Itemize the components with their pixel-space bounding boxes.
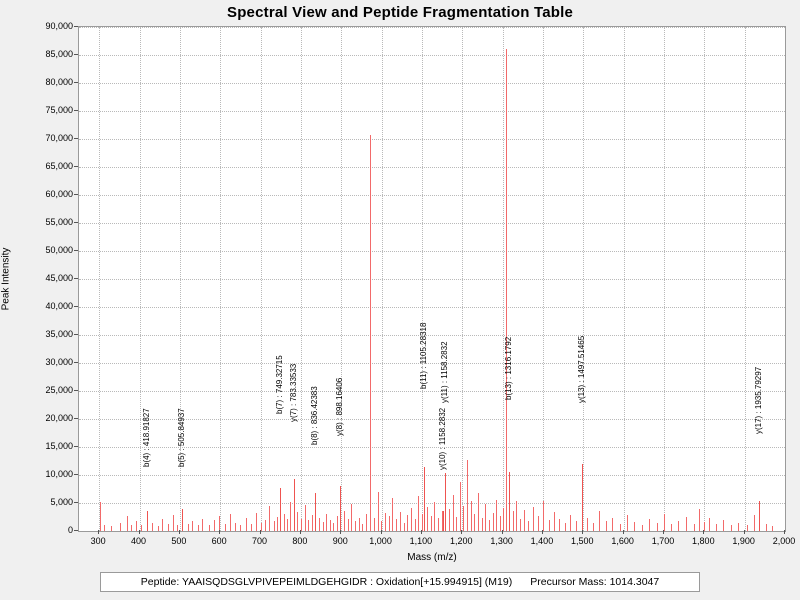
y-tick-mark [74, 362, 78, 363]
spectrum-peak[interactable] [772, 526, 773, 531]
x-tick-mark [340, 530, 341, 534]
spectrum-peak[interactable] [520, 519, 521, 531]
x-tick-label: 700 [252, 536, 268, 546]
spectrum-peak[interactable] [127, 516, 128, 531]
gridline-vertical [220, 27, 222, 531]
spectrum-peak[interactable] [152, 523, 153, 531]
peak-annotation-label: y(11) : 1158.2832 [440, 341, 450, 403]
y-tick-label: 60,000 [45, 189, 73, 199]
spectrum-peak[interactable] [699, 509, 700, 531]
spectrum-peak[interactable] [612, 518, 613, 531]
spectrum-peak[interactable] [277, 517, 278, 531]
spectrum-peak[interactable] [301, 519, 302, 531]
spectrum-peak[interactable] [162, 519, 163, 531]
spectrum-peak[interactable] [627, 515, 628, 531]
annotated-peak[interactable] [759, 501, 760, 531]
annotated-peak[interactable] [280, 488, 281, 531]
gridline-horizontal [79, 391, 785, 393]
spectrum-peak[interactable] [474, 514, 475, 531]
peak-annotation-label: y(7) : 783.33533 [289, 364, 299, 423]
peak-annotation-label: b(5) : 505.84937 [177, 408, 187, 468]
x-tick-mark [623, 530, 624, 534]
spectrum-peak[interactable] [378, 492, 379, 531]
spectrum-peak[interactable] [287, 519, 288, 531]
y-tick-mark [74, 390, 78, 391]
peak-annotation-label: y(10) : 1158.2832 [437, 407, 447, 470]
x-tick-label: 600 [211, 536, 227, 546]
y-tick-mark [74, 26, 78, 27]
annotated-peak[interactable] [424, 467, 425, 531]
spectrum-peak[interactable] [576, 521, 577, 531]
gridline-horizontal [79, 475, 785, 477]
spectrum-peak[interactable] [449, 509, 450, 531]
gridline-vertical [261, 27, 263, 531]
spectrum-peak[interactable] [496, 500, 497, 531]
x-tick-label: 1,600 [611, 536, 634, 546]
spectrum-peak[interactable] [305, 505, 306, 531]
spectrum-peak[interactable] [709, 518, 710, 531]
gridline-vertical [543, 27, 545, 531]
spectrum-peak[interactable] [330, 520, 331, 531]
y-tick-mark [74, 446, 78, 447]
spectrum-peak[interactable] [120, 523, 121, 531]
annotated-peak[interactable] [340, 486, 341, 531]
y-tick-label: 0 [67, 525, 73, 535]
spectrum-peak[interactable] [513, 511, 514, 531]
spectrum-peak[interactable] [168, 524, 169, 531]
x-tick-mark [461, 530, 462, 534]
x-tick-mark [98, 530, 99, 534]
spectrum-peak[interactable] [246, 518, 247, 531]
spectrum-peak[interactable] [456, 517, 457, 531]
spectrum-peak[interactable] [297, 512, 298, 531]
spectrum-peak[interactable] [503, 508, 504, 531]
x-tick-label: 1,000 [369, 536, 392, 546]
y-tick-label: 70,000 [45, 133, 73, 143]
spectrum-peak[interactable] [664, 514, 665, 531]
y-tick-mark [74, 530, 78, 531]
spectrum-peak[interactable] [747, 525, 748, 531]
spectrum-peak[interactable] [418, 496, 419, 531]
spectrum-peak[interactable] [593, 523, 594, 531]
y-tick-label: 85,000 [45, 49, 73, 59]
x-tick-label: 400 [130, 536, 147, 546]
spectrum-peak[interactable] [404, 523, 405, 531]
spectrum-peak[interactable] [642, 525, 643, 531]
x-tick-label: 2,000 [772, 536, 796, 546]
y-tick-mark [74, 250, 78, 251]
y-tick-mark [74, 278, 78, 279]
spectrum-peak[interactable] [467, 460, 468, 531]
peak-annotation-label: y(8) : 898.16406 [335, 378, 345, 437]
spectrum-peak[interactable] [538, 516, 539, 531]
gridline-vertical [462, 27, 464, 531]
spectrum-peak[interactable] [471, 501, 472, 531]
y-axis-label: Peak Intensity [0, 247, 12, 311]
spectrum-peak[interactable] [308, 520, 309, 531]
gridline-vertical [624, 27, 626, 531]
y-tick-mark [74, 54, 78, 55]
spectrum-peak[interactable] [678, 521, 679, 531]
peak-annotation-label: y(13) : 1497.51465 [577, 335, 587, 403]
spectrum-peak[interactable] [599, 511, 600, 531]
x-tick-label: 1,100 [409, 536, 433, 546]
peak-annotation-label: b(11) : 1105.28318 [418, 322, 428, 389]
y-tick-label: 65,000 [45, 161, 73, 171]
y-tick-label: 75,000 [45, 105, 73, 115]
gridline-horizontal [79, 111, 785, 113]
y-tick-mark [74, 110, 78, 111]
gridline-horizontal [79, 55, 785, 57]
spectrum-peak[interactable] [657, 523, 658, 531]
spectrum-peak[interactable] [400, 512, 401, 531]
page-title: Spectral View and Peptide Fragmentation Table [226, 4, 574, 21]
x-tick-label: 500 [171, 536, 187, 546]
spectrum-peak[interactable] [389, 516, 390, 531]
spectrum-peak[interactable] [694, 524, 695, 531]
spectrum-peak[interactable] [570, 515, 571, 531]
spectrum-peak[interactable] [500, 516, 501, 531]
spectrum-peak[interactable] [434, 502, 435, 531]
spectrum-peak[interactable] [225, 524, 226, 531]
spectrum-peak[interactable] [219, 516, 220, 531]
x-tick-label: 300 [90, 536, 106, 546]
y-tick-mark [74, 334, 78, 335]
spectrum-peak[interactable] [209, 525, 210, 531]
spectrum-peak[interactable] [370, 135, 371, 531]
spectrum-peak[interactable] [415, 519, 416, 531]
spectrum-peak[interactable] [188, 524, 189, 531]
peptide-info-bar [100, 572, 700, 592]
spectrum-peak[interactable] [606, 521, 607, 531]
spectrum-peak[interactable] [100, 502, 101, 531]
spectrum-peak[interactable] [620, 524, 621, 531]
x-tick-label: 1,200 [449, 536, 473, 546]
x-tick-mark [582, 530, 583, 534]
y-tick-label: 25,000 [45, 385, 73, 395]
gridline-horizontal [79, 27, 785, 29]
spectrum-peak[interactable] [256, 513, 257, 531]
y-tick-label: 90,000 [45, 21, 73, 31]
y-tick-mark [74, 418, 78, 419]
spectrum-peak[interactable] [240, 525, 241, 531]
y-tick-label: 35,000 [45, 329, 73, 339]
gridline-vertical [422, 27, 424, 531]
gridline-vertical [341, 27, 343, 531]
gridline-horizontal [79, 503, 785, 505]
spectrum-peak[interactable] [359, 518, 360, 531]
spectrum-peak[interactable] [649, 519, 650, 531]
gridline-horizontal [79, 195, 785, 197]
spectrum-peak[interactable] [362, 524, 363, 531]
spectrum-peak[interactable] [326, 514, 327, 531]
spectrum-peak[interactable] [506, 49, 507, 531]
gridline-horizontal [79, 167, 785, 169]
gridline-horizontal [79, 363, 785, 365]
spectrum-peak[interactable] [565, 523, 566, 531]
spectrum-peak[interactable] [111, 526, 112, 531]
gridline-horizontal [79, 251, 785, 253]
spectrum-peak[interactable] [559, 519, 560, 531]
gridline-horizontal [79, 279, 785, 281]
spectrum-peak[interactable] [453, 495, 454, 531]
x-tick-mark [421, 530, 422, 534]
plot-area [79, 27, 785, 531]
x-tick-label: 1,300 [490, 536, 513, 546]
spectrum-peak[interactable] [344, 511, 345, 531]
x-tick-label: 1,700 [651, 536, 675, 546]
spectrum-peak[interactable] [230, 514, 231, 531]
spectrum-peak[interactable] [284, 514, 285, 531]
spectrum-peak[interactable] [374, 518, 375, 531]
spectrum-peak[interactable] [269, 506, 270, 531]
spectrum-peak[interactable] [587, 518, 588, 531]
gridline-horizontal [79, 335, 785, 337]
spectrum-peak[interactable] [261, 523, 262, 531]
spectrum-peak[interactable] [543, 501, 544, 531]
spectrum-peak[interactable] [533, 507, 534, 531]
annotated-peak[interactable] [182, 509, 183, 531]
spectrum-peak[interactable] [333, 523, 334, 531]
annotated-peak[interactable] [443, 511, 444, 531]
x-tick-mark [542, 530, 543, 534]
peptide-label: Peptide: YAAISQDSGLVPIVEPEIMLDGEHGIDR : Oxidation[+15.994915] (M19) [140, 576, 513, 588]
spectrum-peak[interactable] [482, 518, 483, 531]
annotated-peak[interactable] [582, 464, 583, 531]
spectrum-peak[interactable] [723, 520, 724, 531]
y-tick-label: 55,000 [45, 217, 73, 227]
x-tick-label: 900 [332, 536, 348, 546]
y-tick-label: 10,000 [45, 469, 73, 479]
spectrum-peak[interactable] [478, 493, 479, 531]
spectrum-peak[interactable] [173, 515, 174, 531]
gridline-vertical [704, 27, 706, 531]
x-tick-label: 1,500 [571, 536, 594, 546]
spectrum-plot[interactable] [78, 26, 786, 532]
spectrum-peak[interactable] [485, 504, 486, 531]
spectrum-peak[interactable] [351, 504, 352, 531]
spectrum-peak[interactable] [251, 524, 252, 531]
spectrum-peak[interactable] [460, 482, 461, 531]
spectrum-peak[interactable] [463, 506, 464, 531]
spectrum-peak[interactable] [141, 525, 142, 531]
gridline-horizontal [79, 223, 785, 225]
x-tick-mark [139, 530, 140, 534]
spectrum-peak[interactable] [438, 518, 439, 531]
spectrum-peak[interactable] [731, 525, 732, 531]
peak-annotation-label: b(4) : 418.91827 [142, 408, 152, 468]
gridline-horizontal [79, 307, 785, 309]
y-tick-label: 30,000 [45, 357, 73, 367]
spectrum-peak[interactable] [348, 519, 349, 531]
spectrum-peak[interactable] [671, 524, 672, 531]
spectrum-peak[interactable] [524, 510, 525, 531]
annotated-peak[interactable] [294, 479, 295, 531]
spectrum-peak[interactable] [104, 525, 105, 531]
spectrum-peak[interactable] [323, 522, 324, 531]
spectrum-peak[interactable] [198, 525, 199, 531]
y-tick-mark [74, 222, 78, 223]
x-tick-label: 1,800 [692, 536, 715, 546]
gridline-vertical [503, 27, 505, 531]
spectrum-peak[interactable] [355, 521, 356, 531]
y-tick-label: 45,000 [45, 273, 73, 283]
x-tick-mark [179, 530, 180, 534]
peak-annotation-label: b(13) : 1316.1792 [504, 336, 514, 400]
spectrum-peak[interactable] [716, 524, 717, 531]
annotated-peak[interactable] [315, 493, 316, 531]
y-tick-label: 5,000 [50, 497, 73, 507]
y-tick-mark [74, 82, 78, 83]
spectrum-peak[interactable] [427, 507, 428, 531]
x-tick-label: 800 [292, 536, 308, 546]
spectrum-peak[interactable] [516, 501, 517, 531]
spectrum-peak[interactable] [337, 516, 338, 531]
spectrum-peak[interactable] [431, 516, 432, 531]
spectrum-peak[interactable] [407, 515, 408, 531]
spectrum-peak[interactable] [554, 512, 555, 531]
spectrum-peak[interactable] [549, 520, 550, 531]
spectrum-peak[interactable] [766, 524, 767, 531]
y-tick-mark [74, 138, 78, 139]
spectrum-peak[interactable] [754, 515, 755, 531]
spectrum-peak[interactable] [396, 519, 397, 531]
gridline-vertical [583, 27, 585, 531]
gridline-vertical [745, 27, 747, 531]
spectrum-peak[interactable] [202, 519, 203, 531]
spectrum-peak[interactable] [686, 517, 687, 531]
gridline-vertical [664, 27, 666, 531]
gridline-vertical [99, 27, 101, 531]
peak-annotation-label: b(8) : 836.42383 [310, 386, 320, 445]
spectrum-peak[interactable] [634, 522, 635, 531]
spectrum-peak[interactable] [131, 525, 132, 531]
y-tick-mark [74, 166, 78, 167]
spectrum-peak[interactable] [312, 515, 313, 531]
spectrum-peak[interactable] [235, 523, 236, 531]
x-tick-label: 1,900 [732, 536, 755, 546]
spectrum-peak[interactable] [392, 498, 393, 531]
gridline-horizontal [79, 139, 785, 141]
peak-annotation-label: y(17) : 1935.79297 [753, 366, 763, 434]
x-tick-mark [300, 530, 301, 534]
spectrum-peak[interactable] [158, 526, 159, 531]
spectrum-peak[interactable] [265, 520, 266, 531]
annotated-peak[interactable] [509, 472, 510, 531]
spectrum-peak[interactable] [192, 521, 193, 531]
x-tick-mark [219, 530, 220, 534]
spectrum-peak[interactable] [214, 520, 215, 531]
x-tick-mark [502, 530, 503, 534]
gridline-horizontal [79, 83, 785, 85]
spectrum-peak[interactable] [290, 502, 291, 531]
spectrum-peak[interactable] [366, 514, 367, 531]
y-tick-label: 40,000 [45, 301, 73, 311]
x-tick-mark [260, 530, 261, 534]
x-tick-mark [784, 530, 785, 534]
spectrum-peak[interactable] [422, 514, 423, 531]
y-tick-label: 15,000 [45, 441, 73, 451]
spectrum-peak[interactable] [493, 513, 494, 531]
spectrum-peak[interactable] [274, 521, 275, 531]
precursor-mass-label: Precursor Mass: 1014.3047 [530, 576, 660, 588]
y-tick-label: 20,000 [45, 413, 73, 423]
y-tick-mark [74, 194, 78, 195]
x-tick-label: 1,400 [530, 536, 554, 546]
annotated-peak[interactable] [445, 473, 446, 531]
gridline-vertical [301, 27, 303, 531]
peak-annotation-label: b(7) : 749.32715 [275, 355, 285, 414]
spectrum-peak[interactable] [528, 521, 529, 531]
x-tick-mark [744, 530, 745, 534]
annotated-peak[interactable] [147, 511, 148, 531]
x-tick-mark [663, 530, 664, 534]
spectrum-peak[interactable] [738, 523, 739, 531]
x-tick-mark [703, 530, 704, 534]
y-tick-label: 80,000 [45, 77, 73, 87]
spectrum-peak[interactable] [411, 508, 412, 531]
spectrum-peak[interactable] [385, 513, 386, 531]
spectrum-peak[interactable] [319, 518, 320, 531]
spectrum-peak[interactable] [136, 521, 137, 531]
y-tick-mark [74, 474, 78, 475]
x-axis-label: Mass (m/z) [407, 552, 457, 563]
spectrum-peak[interactable] [489, 520, 490, 531]
gridline-vertical [382, 27, 384, 531]
x-tick-mark [381, 530, 382, 534]
y-tick-mark [74, 502, 78, 503]
y-tick-mark [74, 306, 78, 307]
y-tick-label: 50,000 [45, 245, 73, 255]
